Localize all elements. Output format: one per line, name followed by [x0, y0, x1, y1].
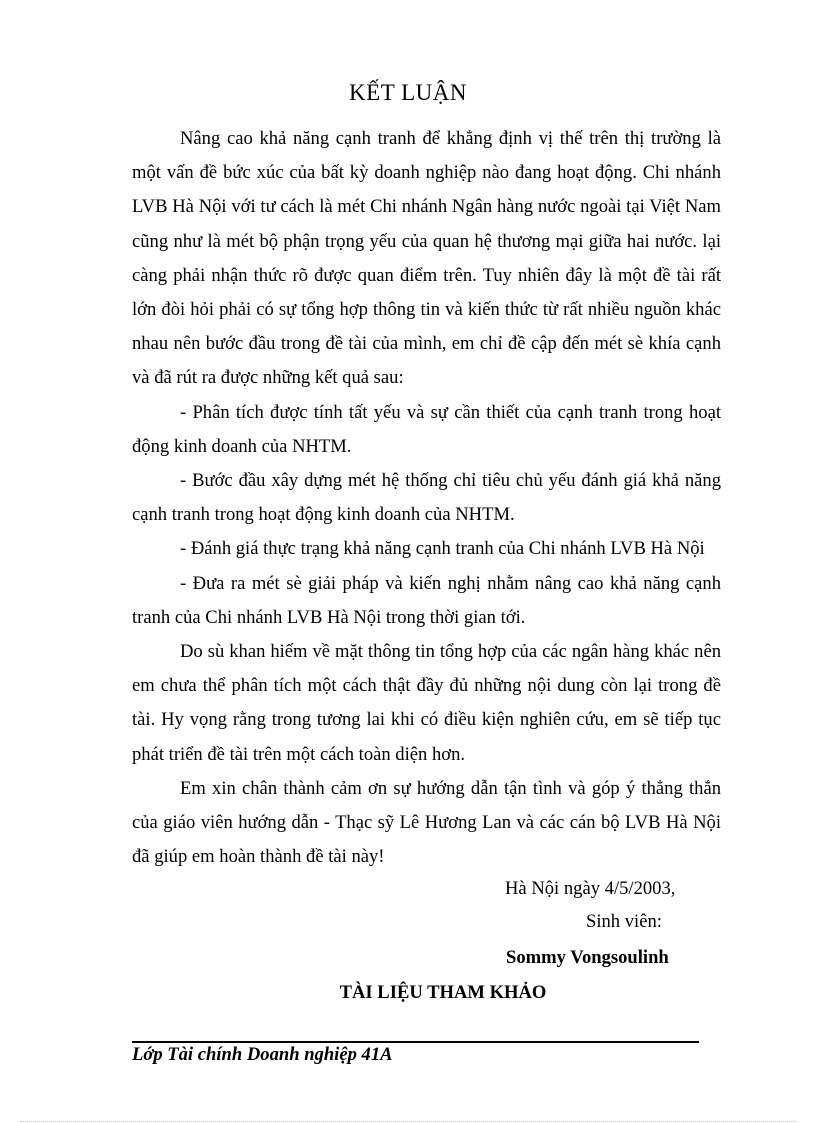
page-title: KẾT LUẬN [349, 80, 467, 105]
footer-class-label: Lớp Tài chính Doanh nghiệp 41A [132, 1044, 393, 1065]
bullet-item-2: - Bước đầu xây dựng mét hệ thống chỉ tiêu chủ yếu đánh giá khả năng cạnh tranh trong hoạt động kinh doanh của NHTM. [132, 470, 721, 526]
signature-name: Sommy Vongsoulinh [506, 947, 669, 968]
bullet-item-3: - Đánh giá thực trạng khả năng cạnh tranh của Chi nhánh LVB Hà Nội [180, 538, 705, 560]
page-edge-divider [20, 1121, 796, 1122]
paragraph-limitations: Do sù khan hiếm về mặt thông tin tổng hợp của các ngân hàng khác nên em chưa thể phân tích một cách thật đầy đủ những nội dung còn lại trong đề tài. Hy vọng rằng trong tương lai khi có điều kiện nghiên cứu, em sẽ tiếp tục phát triển đề tài trên một cách toàn diện hơn. [132, 641, 721, 765]
paragraph-intro: Nâng cao khả năng cạnh tranh để khẳng định vị thế trên thị trường là một vấn đề bức xúc của bất kỳ doanh nghiệp nào đang hoạt động. Chi nhánh LVB Hà Nội với tư cách là mét Chi nhánh Ngân hàng nước ngoài tại Việt Nam cũng như là mét bộ phận trọng yếu của quan hệ thương mại giữa hai nước. lại càng phải nhận thức rõ được quan điểm trên. Tuy nhiên đây là một đề tài rất lớn đòi hỏi phải có sự tổng hợp thông tin và kiến thức từ rất nhiều nguồn khác nhau nên bước đầu trong đề tài của mình, em chỉ đề cập đến mét sè khía cạnh và đã rút ra được những kết quả sau: [132, 128, 721, 389]
footer-divider [132, 1041, 699, 1043]
signature-role: Sinh viên: [586, 911, 662, 932]
paragraph-thanks: Em xin chân thành cảm ơn sự hướng dẫn tận tình và góp ý thẳng thắn của giáo viên hướng dẫn - Thạc sỹ Lê Hương Lan và các cán bộ LVB Hà Nội đã giúp em hoàn thành đề tài này! [132, 777, 721, 868]
bullet-item-1: - Phân tích được tính tất yếu và sự cần thiết của cạnh tranh trong hoạt động kinh doanh của NHTM. [132, 401, 721, 457]
signature-date: Hà Nội ngày 4/5/2003, [505, 878, 676, 899]
references-heading: TÀI LIỆU THAM KHẢO [339, 982, 547, 1003]
conclusion-body [132, 122, 721, 874]
bullet-item-4: - Đưa ra mét sè giải pháp và kiến nghị nhằm nâng cao khả năng cạnh tranh của Chi nhánh LVB Hà Nội trong thời gian tới. [132, 572, 721, 628]
